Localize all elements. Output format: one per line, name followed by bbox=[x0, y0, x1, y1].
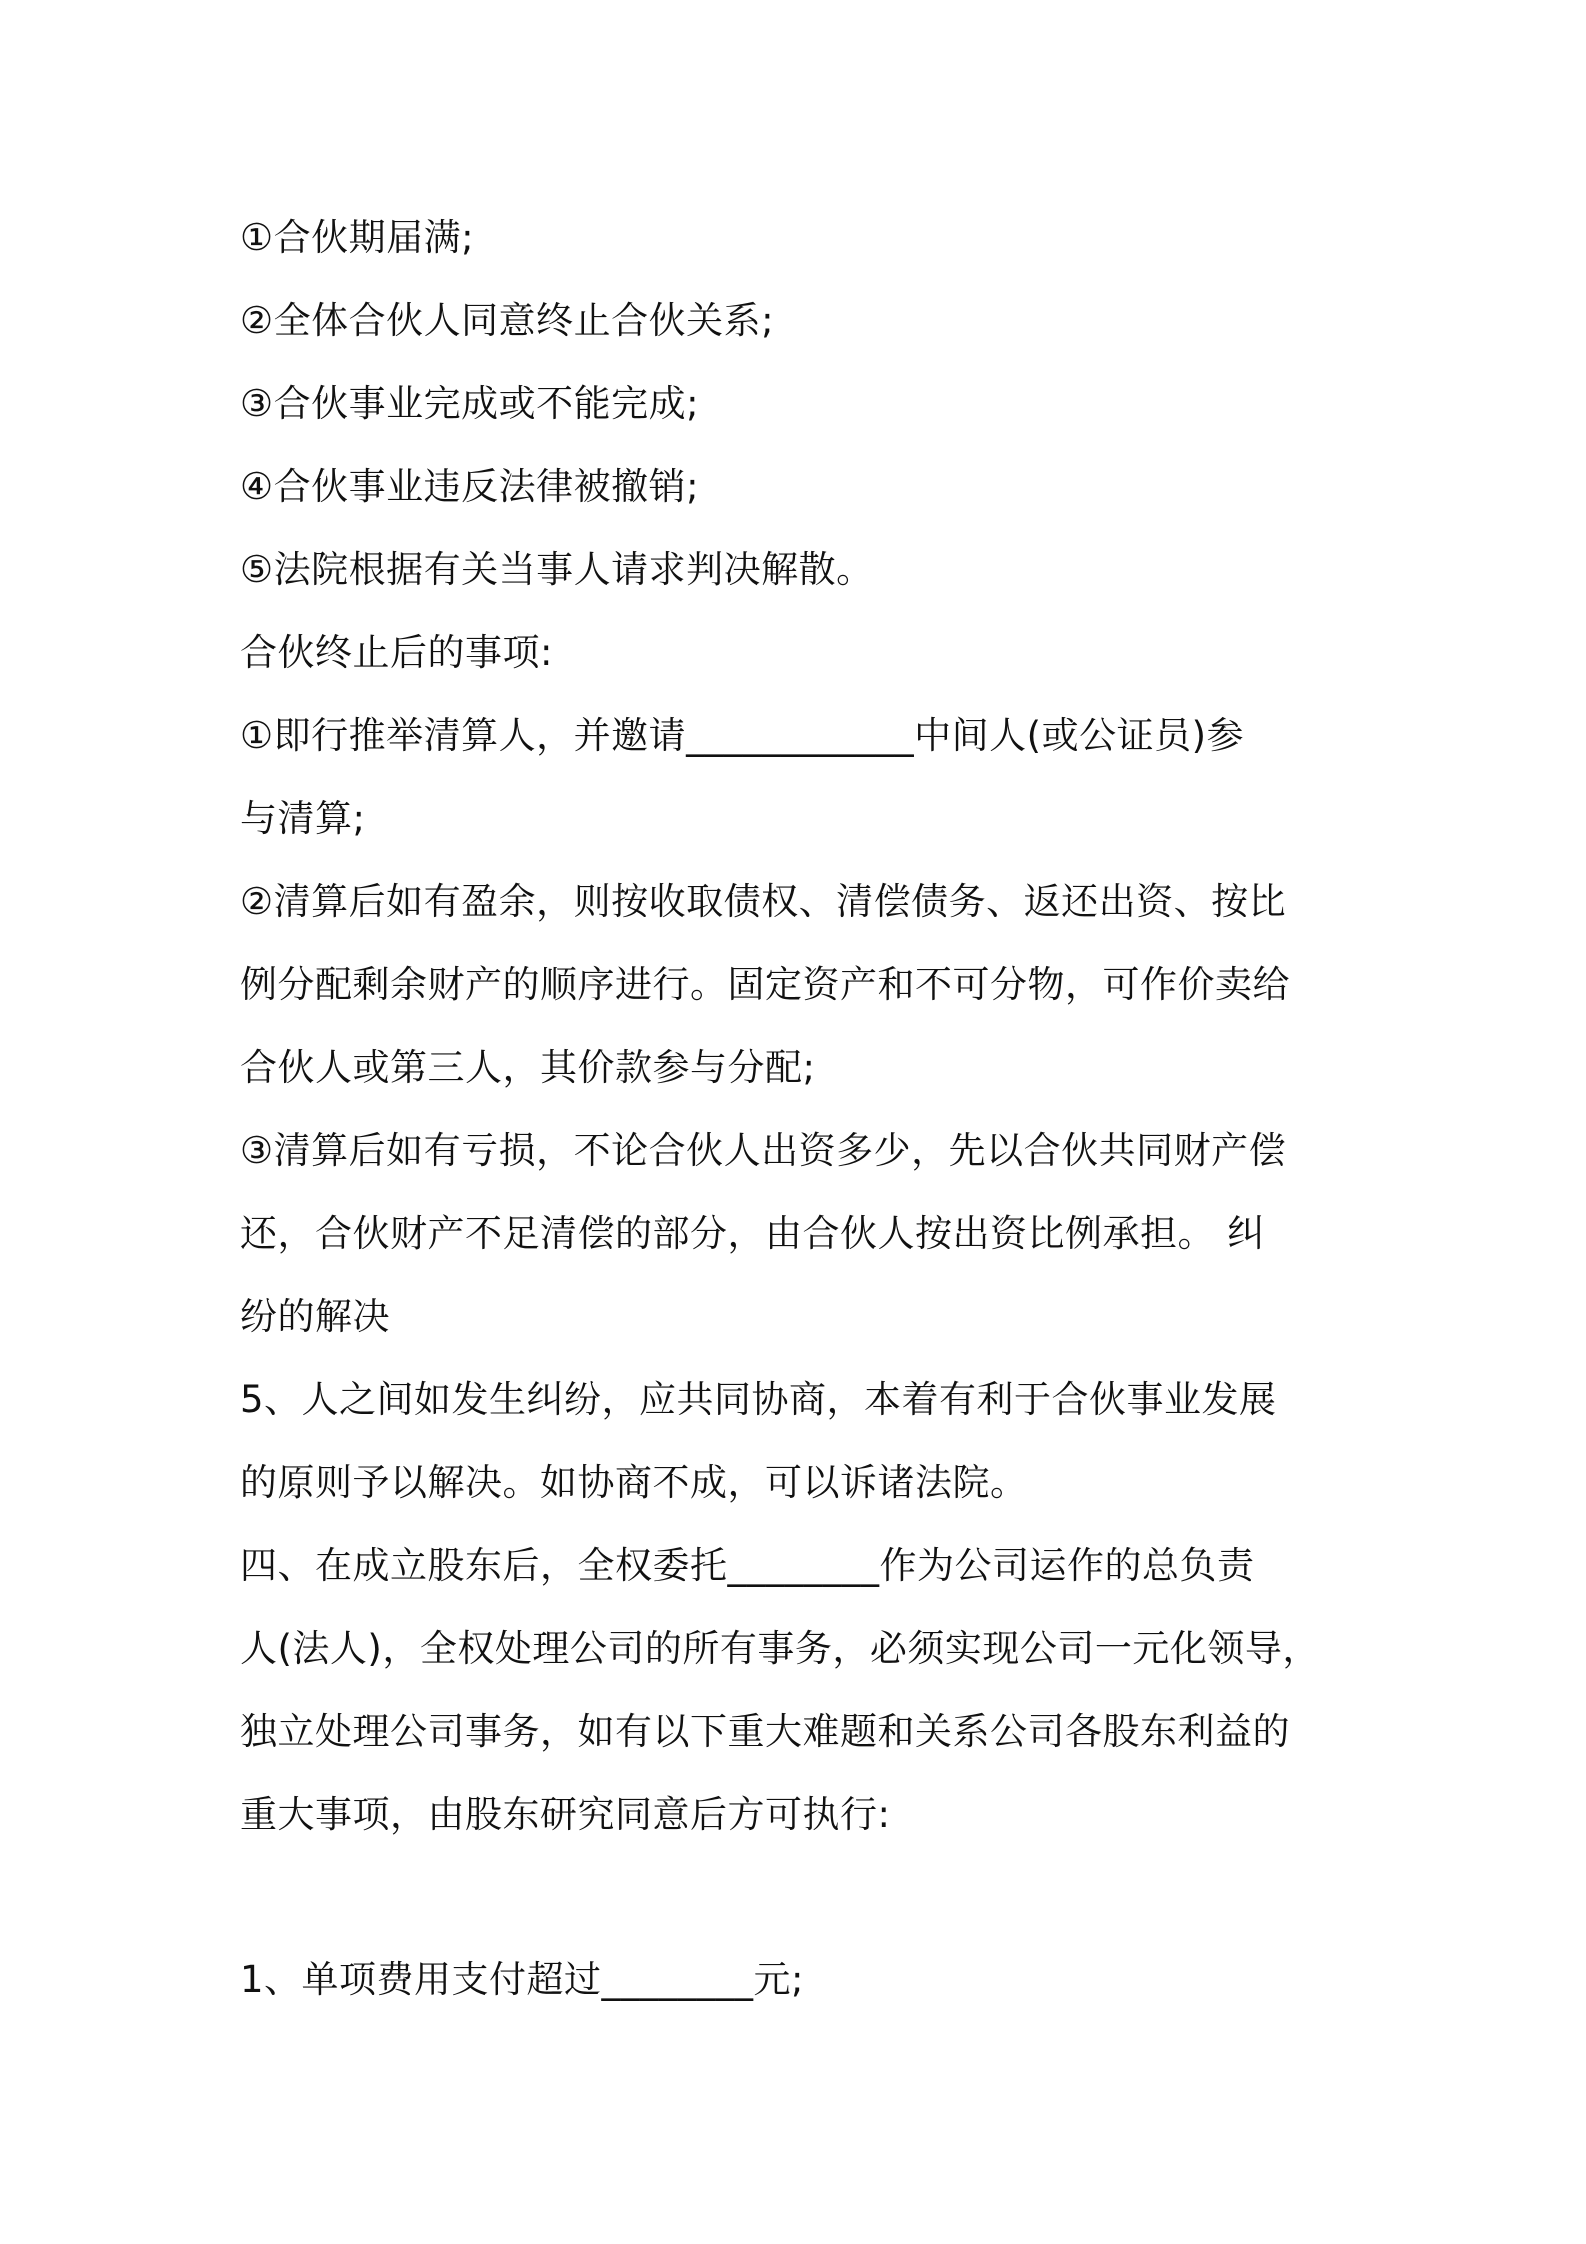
clause-line: 人(法人)，全权处理公司的所有事务，必须实现公司一元化领导， bbox=[240, 1627, 1320, 1670]
section-heading: 合伙终止后的事项: bbox=[240, 631, 553, 674]
clause-line: 5、人之间如发生纠纷，应共同协商，本着有利于合伙事业发展 bbox=[240, 1378, 1277, 1421]
clause-line: ④合伙事业违反法律被撤销; bbox=[240, 465, 700, 508]
clause-line: 纷的解决 bbox=[240, 1295, 390, 1338]
clause-line: 四、在成立股东后，全权委托________作为公司运作的总负责 bbox=[240, 1544, 1255, 1587]
clause-line: ①即行推举清算人，并邀请____________中间人(或公证员)参 bbox=[240, 714, 1245, 757]
clause-line: 重大事项，由股东研究同意后方可执行: bbox=[240, 1793, 891, 1836]
clause-line: 例分配剩余财产的顺序进行。固定资产和不可分物，可作价卖给 bbox=[240, 963, 1290, 1006]
clause-line: ③合伙事业完成或不能完成; bbox=[240, 382, 700, 425]
clause-line: 与清算; bbox=[240, 797, 366, 840]
clause-line: 合伙人或第三人，其价款参与分配; bbox=[240, 1046, 816, 1089]
clause-line: 独立处理公司事务，如有以下重大难题和关系公司各股东利益的 bbox=[240, 1710, 1290, 1753]
clause-line: ②全体合伙人同意终止合伙关系; bbox=[240, 299, 775, 342]
clause-line: 还，合伙财产不足清偿的部分，由合伙人按出资比例承担。 纠 bbox=[240, 1212, 1265, 1255]
clause-line: 1、单项费用支付超过________元; bbox=[240, 1958, 805, 2001]
clause-line: ②清算后如有盈余，则按收取债权、清偿债务、返还出资、按比 bbox=[240, 880, 1287, 923]
clause-line: ③清算后如有亏损，不论合伙人出资多少，先以合伙共同财产偿 bbox=[240, 1129, 1287, 1172]
document-page bbox=[240, 196, 1358, 2021]
clause-line: ⑤法院根据有关当事人请求判决解散。 bbox=[240, 548, 874, 591]
paragraph-gap bbox=[240, 1856, 1358, 1938]
clause-line: 的原则予以解决。如协商不成，可以诉诸法院。 bbox=[240, 1461, 1028, 1504]
clause-line: ①合伙期届满; bbox=[240, 216, 475, 259]
